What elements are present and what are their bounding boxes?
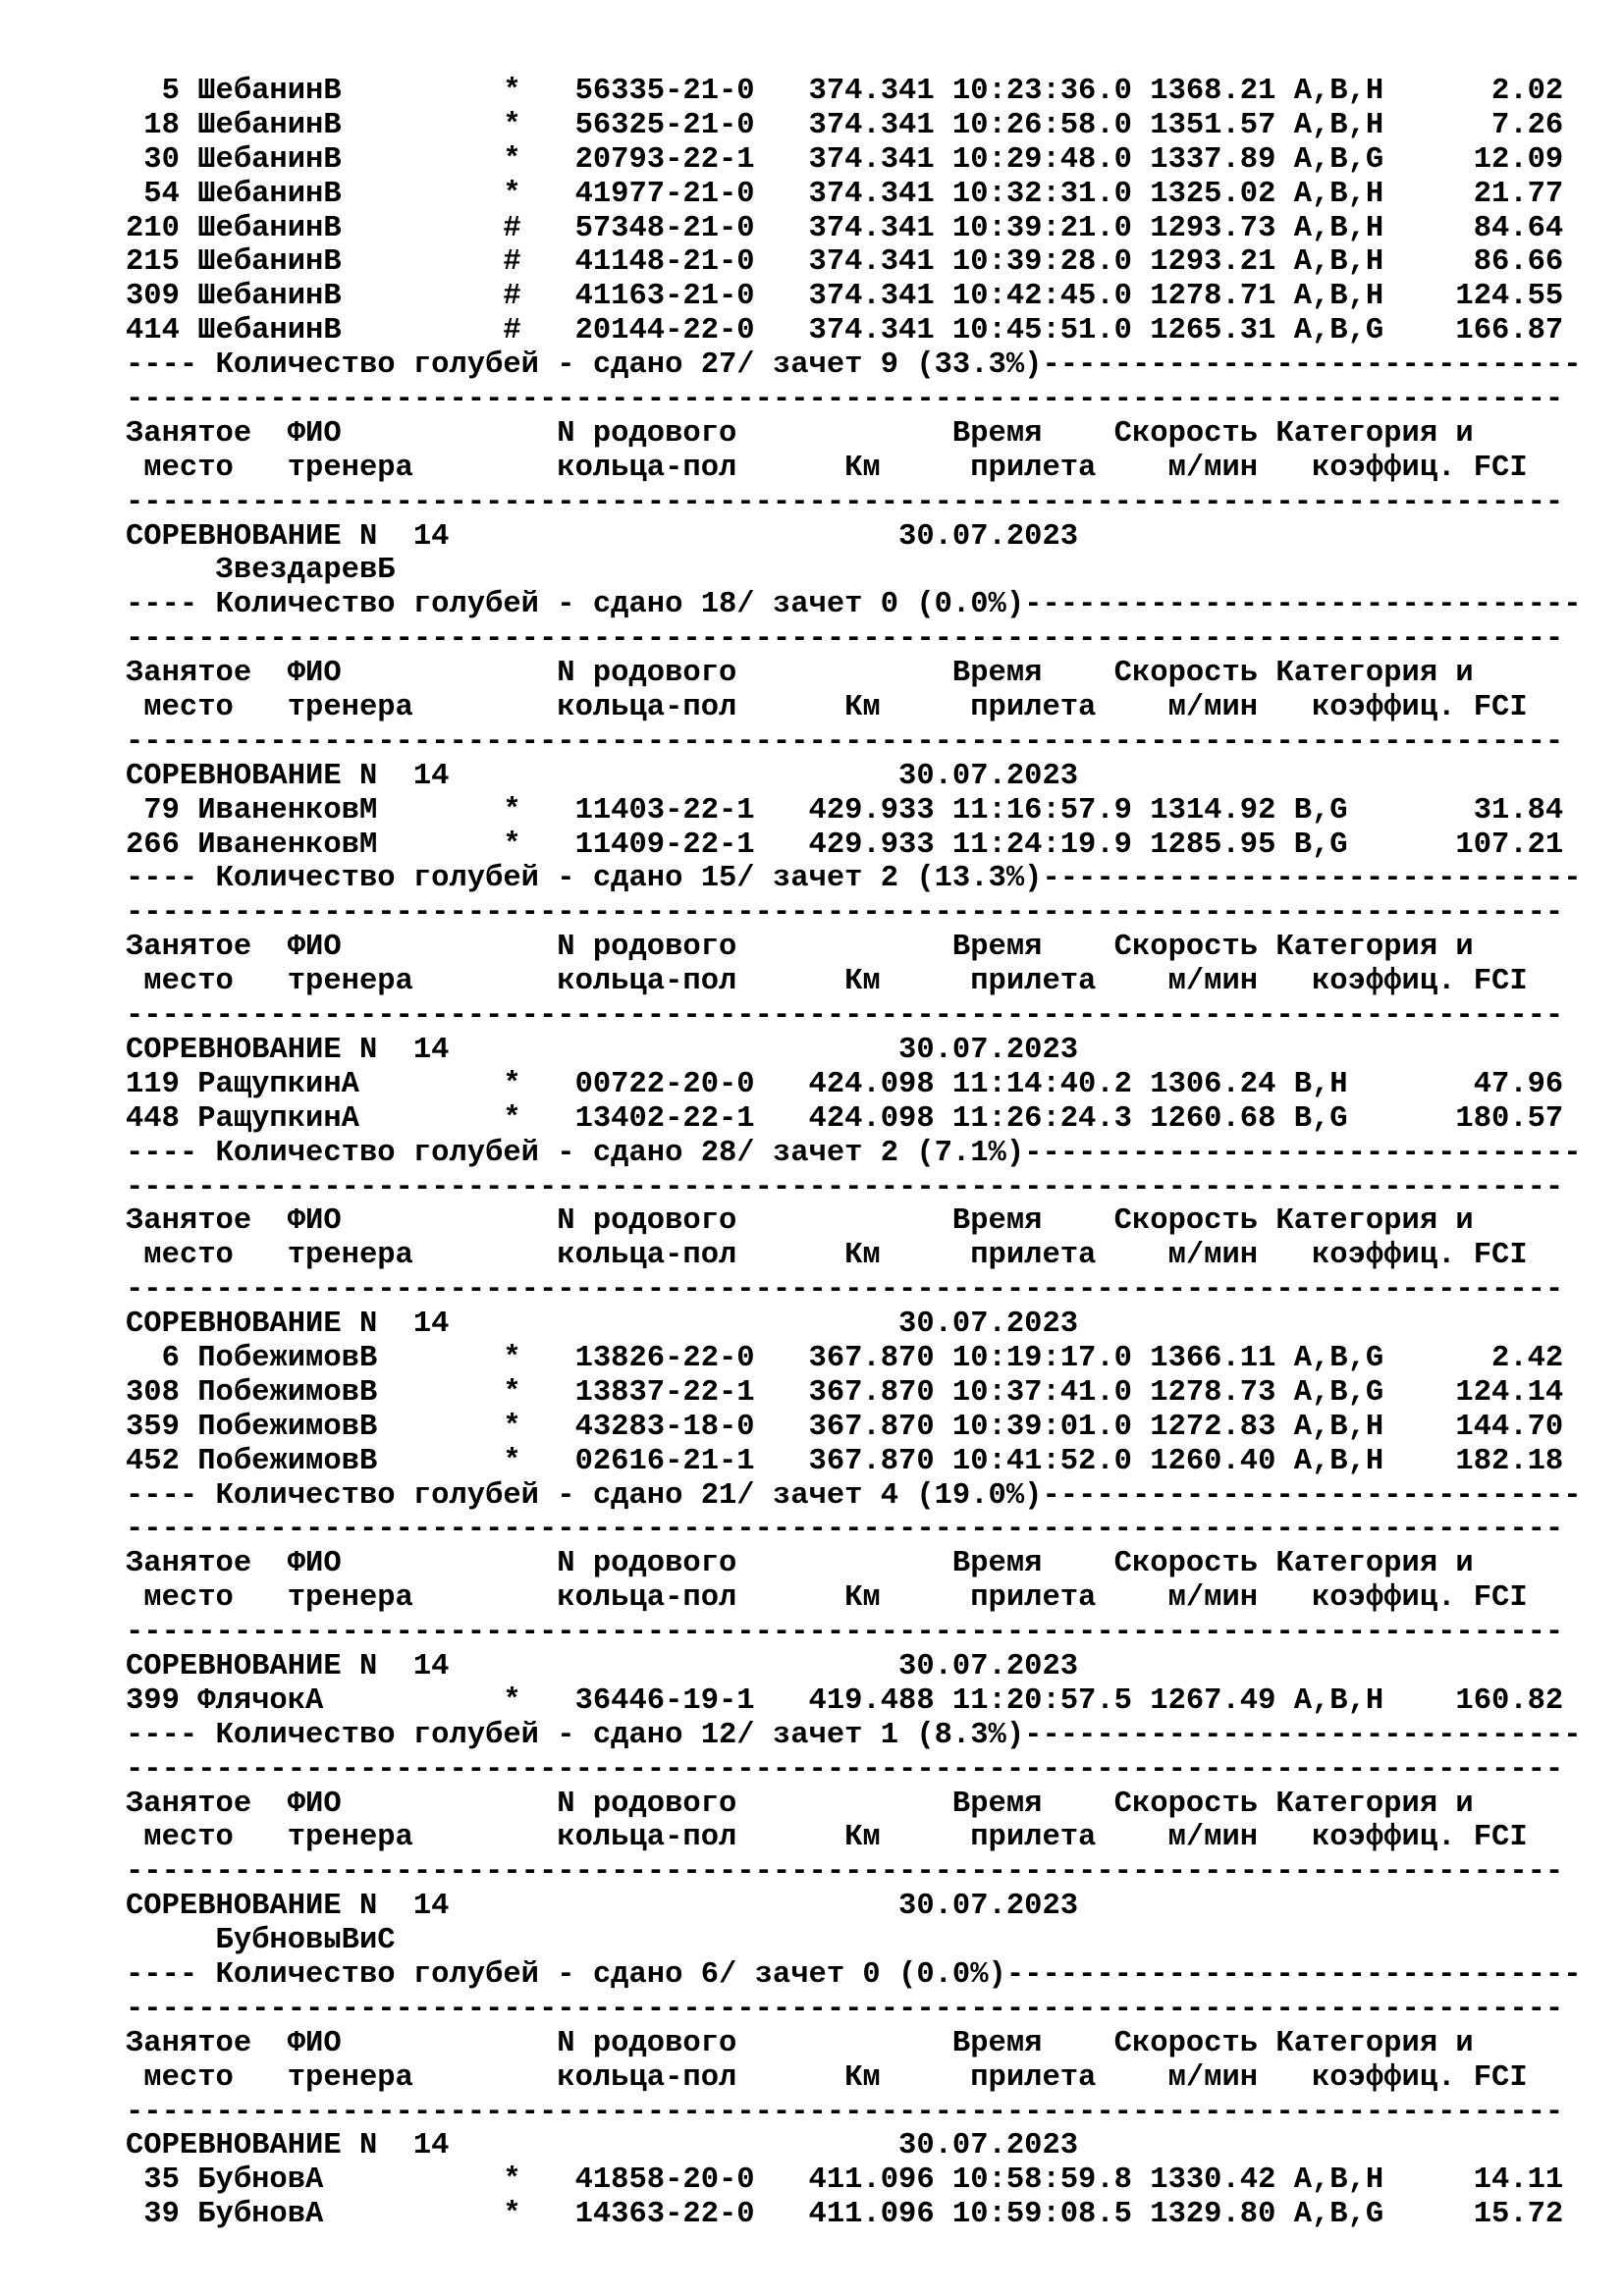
column-header-line: Занятое ФИО N родового Время Скорость Категория и: [126, 931, 1474, 965]
competition-heading: СОРЕВНОВАНИЕ N 14 30.07.2023: [126, 759, 1079, 793]
competition-heading: СОРЕВНОВАНИЕ N 14 30.07.2023: [126, 1649, 1079, 1683]
result-row: 452 ПобежимовВ * 02616-21-1 367.870 10:41:52.0 1260.40 A,B,H 182.18: [126, 1444, 1564, 1478]
pigeon-count-summary: ---- Количество голубей - сдано 18/ зачет 0 (0.0%)-------------------------------: [126, 588, 1582, 622]
column-header-line: место тренера кольца-пол Км прилета м/мин коэффиц. FCI: [126, 451, 1528, 485]
separator-line: --------------------------------------------------------------------------------: [126, 1273, 1564, 1308]
column-header-line: Занятое ФИО N родового Время Скорость Категория и: [126, 2026, 1474, 2060]
result-row: 79 ИваненковМ * 11403-22-1 429.933 11:16:57.9 1314.92 B,G 31.84: [126, 793, 1564, 828]
separator-line: --------------------------------------------------------------------------------: [126, 896, 1564, 931]
column-header-line: Занятое ФИО N родового Время Скорость Категория и: [126, 657, 1474, 691]
separator-line: --------------------------------------------------------------------------------: [126, 1170, 1564, 1204]
results-listing: [126, 75, 1582, 2232]
separator-line: --------------------------------------------------------------------------------: [126, 2095, 1564, 2129]
result-row: 210 ШебанинВ # 57348-21-0 374.341 10:39:21.0 1293.73 A,B,H 84.64: [126, 211, 1564, 245]
result-row: 5 ШебанинВ * 56335-21-0 374.341 10:23:36.0 1368.21 A,B,H 2.02: [126, 75, 1564, 108]
competition-heading: СОРЕВНОВАНИЕ N 14 30.07.2023: [126, 519, 1079, 554]
result-row: 54 ШебанинВ * 41977-21-0 374.341 10:32:31.0 1325.02 A,B,H 21.77: [126, 177, 1564, 211]
result-row: 30 ШебанинВ * 20793-22-1 374.341 10:29:48.0 1337.89 A,B,G 12.09: [126, 142, 1564, 177]
result-row: 215 ШебанинВ # 41148-21-0 374.341 10:39:28.0 1293.21 A,B,H 86.66: [126, 245, 1564, 280]
competition-heading: СОРЕВНОВАНИЕ N 14 30.07.2023: [126, 2129, 1079, 2163]
pigeon-count-summary: ---- Количество голубей - сдано 12/ зачет 1 (8.3%)-------------------------------: [126, 1718, 1582, 1752]
pigeon-count-summary: ---- Количество голубей - сдано 6/ зачет 0 (0.0%)--------------------------------: [126, 1957, 1582, 1992]
pigeon-count-summary: ---- Количество голубей - сдано 21/ зачет 4 (19.0%)------------------------------: [126, 1478, 1582, 1513]
separator-line: --------------------------------------------------------------------------------: [126, 383, 1564, 417]
column-header-line: место тренера кольца-пол Км прилета м/мин коэффиц. FCI: [126, 691, 1528, 725]
column-header-line: Занятое ФИО N родового Время Скорость Категория и: [126, 1787, 1474, 1821]
result-row: 119 РащупкинА * 00722-20-0 424.098 11:14:40.2 1306.24 B,H 47.96: [126, 1067, 1564, 1101]
column-header-line: Занятое ФИО N родового Время Скорость Категория и: [126, 416, 1474, 451]
result-row: 414 ШебанинВ # 20144-22-0 374.341 10:45:51.0 1265.31 A,B,G 166.87: [126, 314, 1564, 348]
result-row: 39 БубновА * 14363-22-0 411.096 10:59:08.5 1329.80 A,B,G 15.72: [126, 2198, 1564, 2232]
trainer-name: БубновыВиС: [126, 1924, 396, 1958]
column-header-line: Занятое ФИО N родового Время Скорость Категория и: [126, 1204, 1474, 1239]
competition-heading: СОРЕВНОВАНИЕ N 14 30.07.2023: [126, 1890, 1079, 1924]
separator-line: --------------------------------------------------------------------------------: [126, 1616, 1564, 1650]
column-header-line: место тренера кольца-пол Км прилета м/мин коэффиц. FCI: [126, 1581, 1528, 1616]
separator-line: --------------------------------------------------------------------------------: [126, 485, 1564, 519]
result-row: 35 БубновА * 41858-20-0 411.096 10:58:59.8 1330.42 A,B,H 14.11: [126, 2163, 1564, 2198]
pigeon-count-summary: ---- Количество голубей - сдано 15/ зачет 2 (13.3%)------------------------------: [126, 862, 1582, 896]
column-header-line: Занятое ФИО N родового Время Скорость Категория и: [126, 1547, 1474, 1581]
result-row: 309 ШебанинВ # 41163-21-0 374.341 10:42:45.0 1278.71 A,B,H 124.55: [126, 280, 1564, 314]
trainer-name: ЗвездаревБ: [126, 554, 396, 588]
result-row: 6 ПобежимовВ * 13826-22-0 367.870 10:19:17.0 1366.11 A,B,G 2.42: [126, 1341, 1564, 1375]
competition-heading: СОРЕВНОВАНИЕ N 14 30.07.2023: [126, 1308, 1079, 1342]
separator-line: --------------------------------------------------------------------------------: [126, 999, 1564, 1034]
separator-line: --------------------------------------------------------------------------------: [126, 1752, 1564, 1787]
column-header-line: место тренера кольца-пол Км прилета м/мин коэффиц. FCI: [126, 1239, 1528, 1273]
competition-heading: СОРЕВНОВАНИЕ N 14 30.07.2023: [126, 1033, 1079, 1067]
pigeon-count-summary: ---- Количество голубей - сдано 28/ зачет 2 (7.1%)-------------------------------: [126, 1136, 1582, 1170]
separator-line: --------------------------------------------------------------------------------: [126, 724, 1564, 759]
pigeon-count-summary: ---- Количество голубей - сдано 27/ зачет 9 (33.3%)------------------------------: [126, 348, 1582, 383]
separator-line: --------------------------------------------------------------------------------: [126, 1855, 1564, 1890]
column-header-line: место тренера кольца-пол Км прилета м/мин коэффиц. FCI: [126, 2060, 1528, 2095]
result-row: 448 РащупкинА * 13402-22-1 424.098 11:26:24.3 1260.68 B,G 180.57: [126, 1101, 1564, 1136]
separator-line: --------------------------------------------------------------------------------: [126, 622, 1564, 657]
result-row: 308 ПобежимовВ * 13837-22-1 367.870 10:37:41.0 1278.73 A,B,G 124.14: [126, 1375, 1564, 1410]
column-header-line: место тренера кольца-пол Км прилета м/мин коэффиц. FCI: [126, 965, 1528, 999]
separator-line: --------------------------------------------------------------------------------: [126, 1992, 1564, 2026]
result-row: 18 ШебанинВ * 56325-21-0 374.341 10:26:58.0 1351.57 A,B,H 7.26: [126, 108, 1564, 142]
result-row: 399 ФлячокА * 36446-19-1 419.488 11:20:57.5 1267.49 A,B,H 160.82: [126, 1683, 1564, 1718]
separator-line: --------------------------------------------------------------------------------: [126, 1513, 1564, 1547]
result-row: 359 ПобежимовВ * 43283-18-0 367.870 10:39:01.0 1272.83 A,B,H 144.70: [126, 1410, 1564, 1444]
result-row: 266 ИваненковМ * 11409-22-1 429.933 11:24:19.9 1285.95 B,G 107.21: [126, 828, 1564, 862]
column-header-line: место тренера кольца-пол Км прилета м/мин коэффиц. FCI: [126, 1821, 1528, 1855]
